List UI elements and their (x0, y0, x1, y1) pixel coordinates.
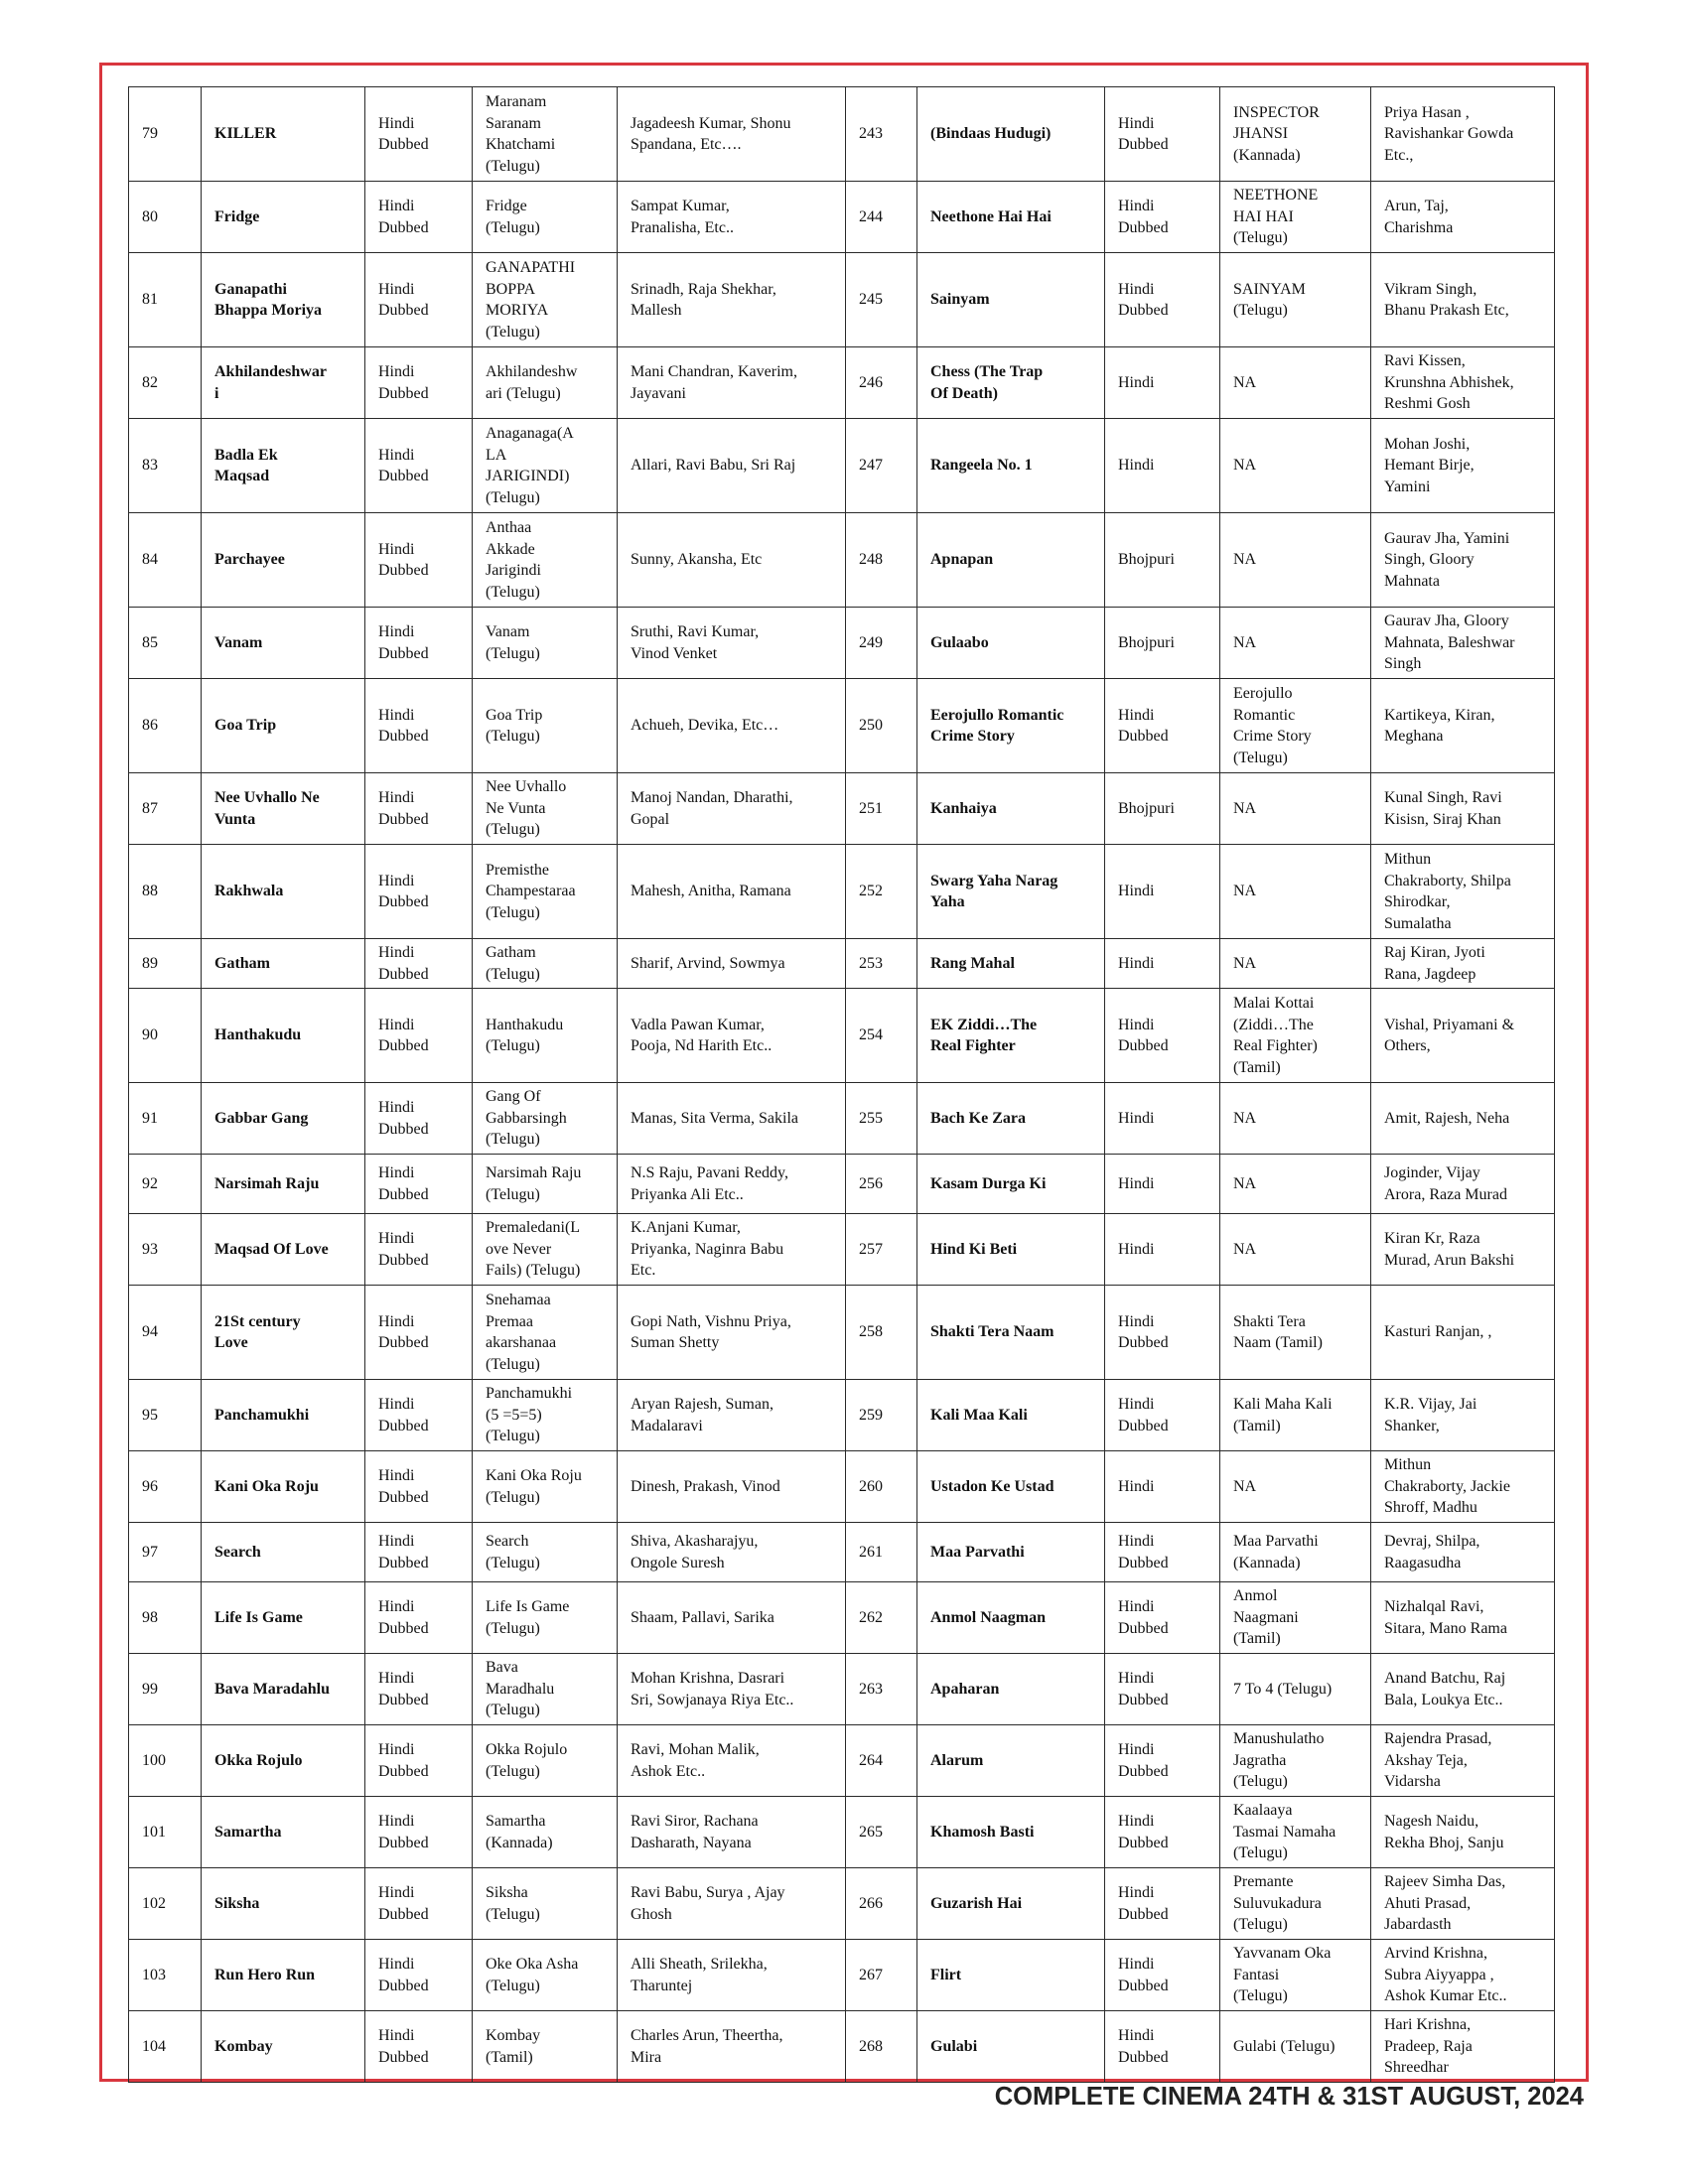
language-cell: Hindi Dubbed (365, 513, 473, 608)
original-title-cell: Manushulatho Jagratha (Telugu) (1220, 1725, 1371, 1797)
cast-cell: Nizhalqal Ravi, Sitara, Mano Rama (1371, 1582, 1555, 1654)
original-title-cell: GANAPATHI BOPPA MORIYA (Telugu) (473, 253, 618, 347)
film-title-cell: Chess (The Trap Of Death) (917, 347, 1105, 419)
film-title-cell: Vanam (202, 608, 365, 679)
cast-cell: Vishal, Priyamani & Others, (1371, 989, 1555, 1083)
film-title-cell: Apnapan (917, 513, 1105, 608)
original-title-cell: Bava Maradhalu (Telugu) (473, 1654, 618, 1725)
cast-cell: Rajeev Simha Das, Ahuti Prasad, Jabardasth (1371, 1868, 1555, 1940)
serial-number-cell: 98 (129, 1582, 202, 1654)
original-title-cell: Maa Parvathi (Kannada) (1220, 1523, 1371, 1582)
original-title-cell: Samartha (Kannada) (473, 1797, 618, 1868)
table-row (129, 253, 1555, 347)
film-title-cell: Panchamukhi (202, 1380, 365, 1451)
original-title-cell: Hanthakudu (Telugu) (473, 989, 618, 1083)
serial-number-cell: 79 (129, 87, 202, 182)
language-cell: Hindi (1105, 1083, 1220, 1155)
cast-cell: Rajendra Prasad, Akshay Teja, Vidarsha (1371, 1725, 1555, 1797)
cast-cell: Vadla Pawan Kumar, Pooja, Nd Harith Etc.. (618, 989, 846, 1083)
language-cell: Hindi Dubbed (1105, 1797, 1220, 1868)
original-title-cell: INSPECTOR JHANSI (Kannada) (1220, 87, 1371, 182)
film-title-cell: Hanthakudu (202, 989, 365, 1083)
language-cell: Hindi Dubbed (1105, 87, 1220, 182)
language-cell: Hindi Dubbed (365, 1083, 473, 1155)
language-cell: Hindi Dubbed (365, 989, 473, 1083)
original-title-cell: Eerojullo Romantic Crime Story (Telugu) (1220, 679, 1371, 773)
table-row (129, 679, 1555, 773)
cast-cell: Joginder, Vijay Arora, Raza Murad (1371, 1155, 1555, 1214)
language-cell: Hindi Dubbed (1105, 253, 1220, 347)
language-cell: Hindi Dubbed (365, 419, 473, 513)
serial-number-cell: 264 (846, 1725, 917, 1797)
serial-number-cell: 82 (129, 347, 202, 419)
film-title-cell: Badla Ek Maqsad (202, 419, 365, 513)
serial-number-cell: 253 (846, 939, 917, 989)
cast-cell: Ravi Siror, Rachana Dasharath, Nayana (618, 1797, 846, 1868)
language-cell: Hindi (1105, 845, 1220, 939)
original-title-cell: Premante Suluvukadura (Telugu) (1220, 1868, 1371, 1940)
language-cell: Hindi Dubbed (365, 773, 473, 845)
cast-cell: Srinadh, Raja Shekhar, Mallesh (618, 253, 846, 347)
language-cell: Hindi Dubbed (365, 1582, 473, 1654)
table-row (129, 87, 1555, 182)
cast-cell: Arvind Krishna, Subra Aiyyappa , Ashok Kumar Etc.. (1371, 1940, 1555, 2011)
film-title-cell: Sainyam (917, 253, 1105, 347)
original-title-cell: NA (1220, 1083, 1371, 1155)
language-cell: Bhojpuri (1105, 773, 1220, 845)
cast-cell: Shaam, Pallavi, Sarika (618, 1582, 846, 1654)
serial-number-cell: 83 (129, 419, 202, 513)
cast-cell: K.R. Vijay, Jai Shanker, (1371, 1380, 1555, 1451)
language-cell: Hindi Dubbed (365, 1523, 473, 1582)
table-row (129, 939, 1555, 989)
cast-cell: Mahesh, Anitha, Ramana (618, 845, 846, 939)
table-row (129, 845, 1555, 939)
cast-cell: Gopi Nath, Vishnu Priya, Suman Shetty (618, 1286, 846, 1380)
table-row (129, 1797, 1555, 1868)
serial-number-cell: 255 (846, 1083, 917, 1155)
serial-number-cell: 246 (846, 347, 917, 419)
language-cell: Hindi Dubbed (1105, 1868, 1220, 1940)
original-title-cell: NA (1220, 419, 1371, 513)
original-title-cell: NA (1220, 513, 1371, 608)
language-cell: Hindi Dubbed (365, 1214, 473, 1286)
serial-number-cell: 89 (129, 939, 202, 989)
serial-number-cell: 103 (129, 1940, 202, 2011)
original-title-cell: NA (1220, 347, 1371, 419)
serial-number-cell: 267 (846, 1940, 917, 2011)
film-title-cell: Ganapathi Bhappa Moriya (202, 253, 365, 347)
language-cell: Hindi Dubbed (1105, 1523, 1220, 1582)
language-cell: Hindi Dubbed (365, 2011, 473, 2083)
film-title-cell: 21St century Love (202, 1286, 365, 1380)
serial-number-cell: 102 (129, 1868, 202, 1940)
cast-cell: Jagadeesh Kumar, Shonu Spandana, Etc…. (618, 87, 846, 182)
original-title-cell: Nee Uvhallo Ne Vunta (Telugu) (473, 773, 618, 845)
serial-number-cell: 249 (846, 608, 917, 679)
film-title-cell: Gulaabo (917, 608, 1105, 679)
language-cell: Bhojpuri (1105, 608, 1220, 679)
original-title-cell: Maranam Saranam Khatchami (Telugu) (473, 87, 618, 182)
film-title-cell: Fridge (202, 182, 365, 253)
serial-number-cell: 252 (846, 845, 917, 939)
language-cell: Hindi Dubbed (365, 182, 473, 253)
cast-cell: N.S Raju, Pavani Reddy, Priyanka Ali Etc.. (618, 1155, 846, 1214)
original-title-cell: Life Is Game (Telugu) (473, 1582, 618, 1654)
language-cell: Hindi Dubbed (1105, 1725, 1220, 1797)
cast-cell: Manoj Nandan, Dharathi, Gopal (618, 773, 846, 845)
film-title-cell: Okka Rojulo (202, 1725, 365, 1797)
cast-cell: Amit, Rajesh, Neha (1371, 1083, 1555, 1155)
cast-cell: Gaurav Jha, Gloory Mahnata, Baleshwar Singh (1371, 608, 1555, 679)
table-row (129, 1523, 1555, 1582)
original-title-cell: NA (1220, 608, 1371, 679)
cast-cell: Mithun Chakraborty, Shilpa Shirodkar, Sumalatha (1371, 845, 1555, 939)
film-title-cell: Life Is Game (202, 1582, 365, 1654)
language-cell: Hindi Dubbed (365, 845, 473, 939)
cast-cell: Kunal Singh, Ravi Kisisn, Siraj Khan (1371, 773, 1555, 845)
table-row (129, 1155, 1555, 1214)
original-title-cell: Vanam (Telugu) (473, 608, 618, 679)
serial-number-cell: 88 (129, 845, 202, 939)
original-title-cell: Goa Trip (Telugu) (473, 679, 618, 773)
table-row (129, 608, 1555, 679)
original-title-cell: NA (1220, 845, 1371, 939)
original-title-cell: Okka Rojulo (Telugu) (473, 1725, 618, 1797)
film-title-cell: Maa Parvathi (917, 1523, 1105, 1582)
original-title-cell: NA (1220, 939, 1371, 989)
cast-cell: Devraj, Shilpa, Raagasudha (1371, 1523, 1555, 1582)
serial-number-cell: 254 (846, 989, 917, 1083)
table-row (129, 1868, 1555, 1940)
serial-number-cell: 251 (846, 773, 917, 845)
serial-number-cell: 81 (129, 253, 202, 347)
serial-number-cell: 248 (846, 513, 917, 608)
original-title-cell: NA (1220, 1451, 1371, 1523)
film-title-cell: Nee Uvhallo Ne Vunta (202, 773, 365, 845)
film-title-cell: Narsimah Raju (202, 1155, 365, 1214)
language-cell: Hindi Dubbed (365, 1940, 473, 2011)
film-title-cell: Hind Ki Beti (917, 1214, 1105, 1286)
film-title-cell: Rangeela No. 1 (917, 419, 1105, 513)
serial-number-cell: 100 (129, 1725, 202, 1797)
film-title-cell: Rakhwala (202, 845, 365, 939)
film-title-cell: Parchayee (202, 513, 365, 608)
table-row (129, 1380, 1555, 1451)
cast-cell: Gaurav Jha, Yamini Singh, Gloory Mahnata (1371, 513, 1555, 608)
film-title-cell: Rang Mahal (917, 939, 1105, 989)
original-title-cell: Search (Telugu) (473, 1523, 618, 1582)
film-title-cell: Bava Maradahlu (202, 1654, 365, 1725)
serial-number-cell: 99 (129, 1654, 202, 1725)
film-title-cell: Eerojullo Romantic Crime Story (917, 679, 1105, 773)
film-title-cell: Khamosh Basti (917, 1797, 1105, 1868)
language-cell: Hindi Dubbed (365, 87, 473, 182)
serial-number-cell: 247 (846, 419, 917, 513)
language-cell: Hindi Dubbed (365, 1286, 473, 1380)
original-title-cell: Oke Oka Asha (Telugu) (473, 1940, 618, 2011)
cast-cell: Raj Kiran, Jyoti Rana, Jagdeep (1371, 939, 1555, 989)
serial-number-cell: 257 (846, 1214, 917, 1286)
language-cell: Hindi (1105, 419, 1220, 513)
serial-number-cell: 97 (129, 1523, 202, 1582)
original-title-cell: Anthaa Akkade Jarigindi (Telugu) (473, 513, 618, 608)
language-cell: Hindi (1105, 1451, 1220, 1523)
language-cell: Hindi (1105, 1155, 1220, 1214)
original-title-cell: Kali Maha Kali (Tamil) (1220, 1380, 1371, 1451)
language-cell: Hindi Dubbed (365, 939, 473, 989)
film-title-cell: Kanhaiya (917, 773, 1105, 845)
cast-cell: Kiran Kr, Raza Murad, Arun Bakshi (1371, 1214, 1555, 1286)
table-row (129, 1725, 1555, 1797)
serial-number-cell: 92 (129, 1155, 202, 1214)
language-cell: Hindi Dubbed (1105, 2011, 1220, 2083)
language-cell: Hindi Dubbed (365, 1797, 473, 1868)
language-cell: Hindi Dubbed (365, 608, 473, 679)
serial-number-cell: 87 (129, 773, 202, 845)
cast-cell: Mohan Joshi, Hemant Birje, Yamini (1371, 419, 1555, 513)
serial-number-cell: 261 (846, 1523, 917, 1582)
film-title-cell: Goa Trip (202, 679, 365, 773)
cast-cell: Alli Sheath, Srilekha, Tharuntej (618, 1940, 846, 2011)
original-title-cell: Narsimah Raju (Telugu) (473, 1155, 618, 1214)
language-cell: Hindi Dubbed (1105, 1286, 1220, 1380)
film-title-cell: Neethone Hai Hai (917, 182, 1105, 253)
original-title-cell: Yavvanam Oka Fantasi (Telugu) (1220, 1940, 1371, 2011)
film-title-cell: Anmol Naagman (917, 1582, 1105, 1654)
language-cell: Bhojpuri (1105, 513, 1220, 608)
serial-number-cell: 258 (846, 1286, 917, 1380)
language-cell: Hindi Dubbed (365, 1451, 473, 1523)
original-title-cell: Anmol Naagmani (Tamil) (1220, 1582, 1371, 1654)
serial-number-cell: 86 (129, 679, 202, 773)
table-row (129, 989, 1555, 1083)
film-title-cell: Gabbar Gang (202, 1083, 365, 1155)
cast-cell: Achueh, Devika, Etc… (618, 679, 846, 773)
language-cell: Hindi Dubbed (365, 253, 473, 347)
film-title-cell: Ustadon Ke Ustad (917, 1451, 1105, 1523)
film-title-cell: Bach Ke Zara (917, 1083, 1105, 1155)
language-cell: Hindi (1105, 939, 1220, 989)
original-title-cell: Premaledani(L ove Never Fails) (Telugu) (473, 1214, 618, 1286)
film-title-cell: Akhilandeshwar i (202, 347, 365, 419)
language-cell: Hindi Dubbed (1105, 989, 1220, 1083)
film-title-cell: KILLER (202, 87, 365, 182)
cast-cell: Manas, Sita Verma, Sakila (618, 1083, 846, 1155)
table-row (129, 1214, 1555, 1286)
original-title-cell: Shakti Tera Naam (Tamil) (1220, 1286, 1371, 1380)
original-title-cell: Anaganaga(A LA JARIGINDI) (Telugu) (473, 419, 618, 513)
serial-number-cell: 250 (846, 679, 917, 773)
language-cell: Hindi Dubbed (365, 1654, 473, 1725)
film-title-cell: Run Hero Run (202, 1940, 365, 2011)
original-title-cell: Akhilandeshw ari (Telugu) (473, 347, 618, 419)
table-row (129, 1582, 1555, 1654)
film-title-cell: Search (202, 1523, 365, 1582)
original-title-cell: Premisthe Champestaraa (Telugu) (473, 845, 618, 939)
serial-number-cell: 256 (846, 1155, 917, 1214)
serial-number-cell: 262 (846, 1582, 917, 1654)
film-title-cell: Maqsad Of Love (202, 1214, 365, 1286)
original-title-cell: NA (1220, 1155, 1371, 1214)
original-title-cell: SAINYAM (Telugu) (1220, 253, 1371, 347)
cast-cell: Aryan Rajesh, Suman, Madalaravi (618, 1380, 846, 1451)
cast-cell: Kasturi Ranjan, , (1371, 1286, 1555, 1380)
film-title-cell: Shakti Tera Naam (917, 1286, 1105, 1380)
cast-cell: Ravi, Mohan Malik, Ashok Etc.. (618, 1725, 846, 1797)
serial-number-cell: 101 (129, 1797, 202, 1868)
cast-cell: Mithun Chakraborty, Jackie Shroff, Madhu (1371, 1451, 1555, 1523)
cast-cell: Mani Chandran, Kaverim, Jayavani (618, 347, 846, 419)
cast-cell: Kartikeya, Kiran, Meghana (1371, 679, 1555, 773)
table-row (129, 1940, 1555, 2011)
table-row (129, 419, 1555, 513)
serial-number-cell: 260 (846, 1451, 917, 1523)
serial-number-cell: 104 (129, 2011, 202, 2083)
film-title-cell: EK Ziddi…The Real Fighter (917, 989, 1105, 1083)
film-title-cell: Kani Oka Roju (202, 1451, 365, 1523)
language-cell: Hindi (1105, 347, 1220, 419)
serial-number-cell: 93 (129, 1214, 202, 1286)
cast-cell: Nagesh Naidu, Rekha Bhoj, Sanju (1371, 1797, 1555, 1868)
language-cell: Hindi Dubbed (1105, 1380, 1220, 1451)
film-title-cell: Guzarish Hai (917, 1868, 1105, 1940)
original-title-cell: Snehamaa Premaa akarshanaa (Telugu) (473, 1286, 618, 1380)
cast-cell: Arun, Taj, Charishma (1371, 182, 1555, 253)
original-title-cell: Gang Of Gabbarsingh (Telugu) (473, 1083, 618, 1155)
language-cell: Hindi (1105, 1214, 1220, 1286)
film-title-cell: Alarum (917, 1725, 1105, 1797)
cast-cell: Allari, Ravi Babu, Sri Raj (618, 419, 846, 513)
serial-number-cell: 245 (846, 253, 917, 347)
cast-cell: Dinesh, Prakash, Vinod (618, 1451, 846, 1523)
film-title-cell: Siksha (202, 1868, 365, 1940)
film-title-cell: Kombay (202, 2011, 365, 2083)
cast-cell: K.Anjani Kumar, Priyanka, Naginra Babu Etc. (618, 1214, 846, 1286)
table-row (129, 773, 1555, 845)
film-title-cell: Gatham (202, 939, 365, 989)
original-title-cell: Malai Kottai (Ziddi…The Real Fighter) (Tamil) (1220, 989, 1371, 1083)
film-title-cell: Gulabi (917, 2011, 1105, 2083)
serial-number-cell: 80 (129, 182, 202, 253)
film-title-cell: Kali Maa Kali (917, 1380, 1105, 1451)
film-title-cell: (Bindaas Hudugi) (917, 87, 1105, 182)
table-row (129, 2011, 1555, 2083)
table-row (129, 1286, 1555, 1380)
language-cell: Hindi Dubbed (365, 1380, 473, 1451)
film-title-cell: Kasam Durga Ki (917, 1155, 1105, 1214)
serial-number-cell: 85 (129, 608, 202, 679)
serial-number-cell: 90 (129, 989, 202, 1083)
serial-number-cell: 268 (846, 2011, 917, 2083)
language-cell: Hindi Dubbed (365, 1868, 473, 1940)
original-title-cell: Kani Oka Roju (Telugu) (473, 1451, 618, 1523)
film-title-cell: Flirt (917, 1940, 1105, 2011)
language-cell: Hindi Dubbed (365, 1155, 473, 1214)
language-cell: Hindi Dubbed (1105, 1654, 1220, 1725)
table-row (129, 513, 1555, 608)
original-title-cell: 7 To 4 (Telugu) (1220, 1654, 1371, 1725)
cast-cell: Vikram Singh, Bhanu Prakash Etc, (1371, 253, 1555, 347)
table-row (129, 1451, 1555, 1523)
language-cell: Hindi Dubbed (1105, 1940, 1220, 2011)
table-row (129, 182, 1555, 253)
film-title-cell: Swarg Yaha Narag Yaha (917, 845, 1105, 939)
table-row (129, 347, 1555, 419)
serial-number-cell: 96 (129, 1451, 202, 1523)
original-title-cell: Panchamukhi (5 =5=5) (Telugu) (473, 1380, 618, 1451)
film-title-cell: Samartha (202, 1797, 365, 1868)
original-title-cell: Gulabi (Telugu) (1220, 2011, 1371, 2083)
original-title-cell: NEETHONE HAI HAI (Telugu) (1220, 182, 1371, 253)
original-title-cell: NA (1220, 1214, 1371, 1286)
language-cell: Hindi Dubbed (1105, 1582, 1220, 1654)
language-cell: Hindi Dubbed (365, 1725, 473, 1797)
serial-number-cell: 95 (129, 1380, 202, 1451)
cast-cell: Sunny, Akansha, Etc (618, 513, 846, 608)
table-row (129, 1654, 1555, 1725)
film-title-cell: Apaharan (917, 1654, 1105, 1725)
cast-cell: Charles Arun, Theertha, Mira (618, 2011, 846, 2083)
cast-cell: Anand Batchu, Raj Bala, Loukya Etc.. (1371, 1654, 1555, 1725)
serial-number-cell: 91 (129, 1083, 202, 1155)
cast-cell: Ravi Kissen, Krunshna Abhishek, Reshmi Gosh (1371, 347, 1555, 419)
language-cell: Hindi Dubbed (1105, 182, 1220, 253)
original-title-cell: Kombay (Tamil) (473, 2011, 618, 2083)
language-cell: Hindi Dubbed (365, 679, 473, 773)
table-row (129, 1083, 1555, 1155)
cast-cell: Sampat Kumar, Pranalisha, Etc.. (618, 182, 846, 253)
original-title-cell: Siksha (Telugu) (473, 1868, 618, 1940)
cast-cell: Ravi Babu, Surya , Ajay Ghosh (618, 1868, 846, 1940)
serial-number-cell: 266 (846, 1868, 917, 1940)
serial-number-cell: 265 (846, 1797, 917, 1868)
serial-number-cell: 259 (846, 1380, 917, 1451)
serial-number-cell: 263 (846, 1654, 917, 1725)
serial-number-cell: 244 (846, 182, 917, 253)
serial-number-cell: 243 (846, 87, 917, 182)
serial-number-cell: 84 (129, 513, 202, 608)
original-title-cell: NA (1220, 773, 1371, 845)
cast-cell: Hari Krishna, Pradeep, Raja Shreedhar (1371, 2011, 1555, 2083)
cast-cell: Priya Hasan , Ravishankar Gowda Etc., (1371, 87, 1555, 182)
serial-number-cell: 94 (129, 1286, 202, 1380)
cast-cell: Shiva, Akasharajyu, Ongole Suresh (618, 1523, 846, 1582)
original-title-cell: Fridge (Telugu) (473, 182, 618, 253)
cast-cell: Mohan Krishna, Dasrari Sri, Sowjanaya Riya Etc.. (618, 1654, 846, 1725)
publication-footer: COMPLETE CINEMA 24TH & 31ST AUGUST, 2024 (994, 2083, 1584, 2111)
original-title-cell: Kaalaaya Tasmai Namaha (Telugu) (1220, 1797, 1371, 1868)
language-cell: Hindi Dubbed (365, 347, 473, 419)
language-cell: Hindi Dubbed (1105, 679, 1220, 773)
cast-cell: Sharif, Arvind, Sowmya (618, 939, 846, 989)
film-list-table (128, 86, 1555, 2083)
cast-cell: Sruthi, Ravi Kumar, Vinod Venket (618, 608, 846, 679)
original-title-cell: Gatham (Telugu) (473, 939, 618, 989)
